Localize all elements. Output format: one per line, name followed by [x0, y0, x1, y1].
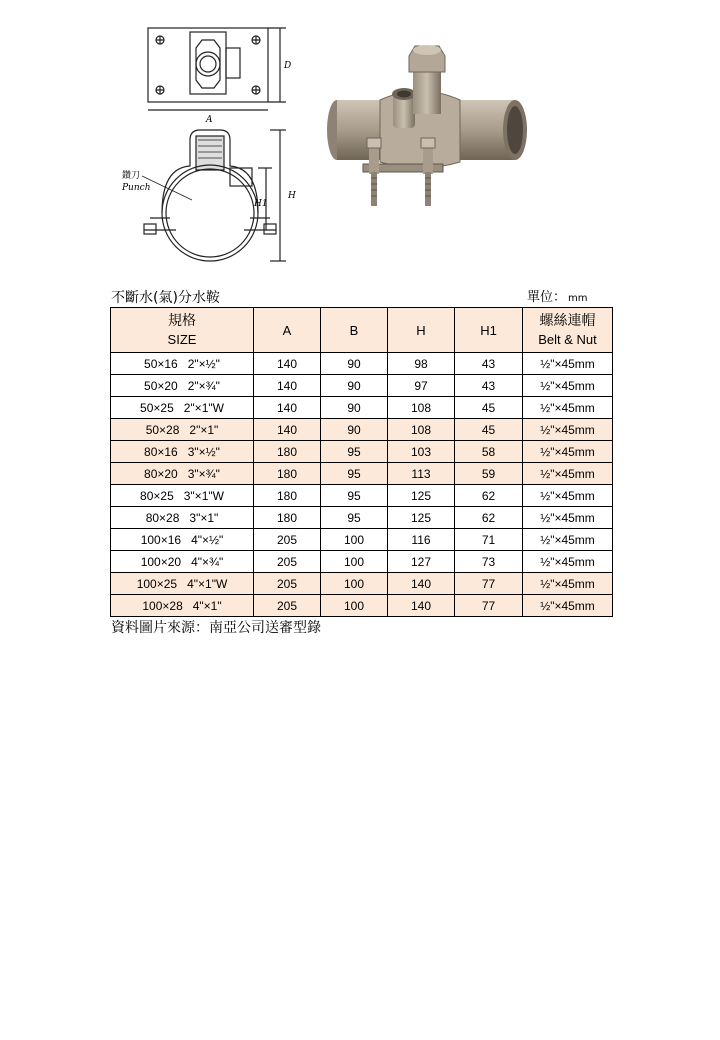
cell-bolt: ½"×45mm [523, 419, 613, 441]
col-header-bolt-cn: 螺絲連帽 [539, 312, 596, 328]
cell-size: 80×16 3"×½" [111, 441, 254, 463]
cell-h: 98 [388, 353, 455, 375]
cell-a: 205 [254, 595, 321, 617]
cell-size: 50×16 2"×½" [111, 353, 254, 375]
cell-size: 80×20 3"×¾" [111, 463, 254, 485]
cell-bolt: ½"×45mm [523, 507, 613, 529]
saddle-technical-drawing [120, 18, 310, 273]
cell-h1: 77 [455, 573, 523, 595]
dim-h-label: H [288, 191, 296, 201]
cell-b: 100 [321, 573, 388, 595]
dim-d-label: D [284, 61, 292, 71]
cell-a: 180 [254, 463, 321, 485]
cell-size: 50×28 2"×1" [111, 419, 254, 441]
cell-b: 90 [321, 419, 388, 441]
cell-h1: 45 [455, 397, 523, 419]
table-row [111, 595, 613, 617]
spec-table [110, 307, 613, 617]
col-header-a: A [254, 308, 321, 353]
cell-a: 140 [254, 353, 321, 375]
table-row [111, 507, 613, 529]
cell-bolt: ½"×45mm [523, 463, 613, 485]
col-header-h: H [388, 308, 455, 353]
cell-a: 140 [254, 397, 321, 419]
cell-a: 180 [254, 507, 321, 529]
col-header-bolt [523, 308, 613, 353]
table-row [111, 551, 613, 573]
unit-label-text: 單位： [527, 290, 567, 305]
spec-table-body [111, 353, 613, 617]
cell-h1: 45 [455, 419, 523, 441]
cell-b: 95 [321, 485, 388, 507]
cell-bolt: ½"×45mm [523, 485, 613, 507]
cell-h: 97 [388, 375, 455, 397]
cell-size: 100×20 4"×¾" [111, 551, 254, 573]
cell-b: 100 [321, 529, 388, 551]
unit-value: mm [568, 293, 588, 304]
cell-size: 100×16 4"×½" [111, 529, 254, 551]
cell-h: 113 [388, 463, 455, 485]
cell-h1: 73 [455, 551, 523, 573]
col-header-size-cn: 規格 [168, 312, 196, 328]
cell-size: 80×25 3"×1"W [111, 485, 254, 507]
cell-b: 90 [321, 397, 388, 419]
cell-b: 90 [321, 375, 388, 397]
cell-a: 180 [254, 441, 321, 463]
cell-h: 140 [388, 595, 455, 617]
table-row [111, 463, 613, 485]
cell-bolt: ½"×45mm [523, 441, 613, 463]
cell-b: 95 [321, 441, 388, 463]
cell-a: 205 [254, 573, 321, 595]
table-row [111, 419, 613, 441]
col-header-h1: H1 [455, 308, 523, 353]
cell-b: 95 [321, 507, 388, 529]
cell-a: 180 [254, 485, 321, 507]
cell-h1: 58 [455, 441, 523, 463]
cell-bolt: ½"×45mm [523, 573, 613, 595]
col-header-bolt-en: Belt & Nut [538, 332, 597, 347]
dim-h1-label: H1 [254, 199, 268, 209]
cell-bolt: ½"×45mm [523, 397, 613, 419]
cell-bolt: ½"×45mm [523, 353, 613, 375]
table-row [111, 573, 613, 595]
cell-h1: 59 [455, 463, 523, 485]
cell-bolt: ½"×45mm [523, 375, 613, 397]
cell-bolt: ½"×45mm [523, 551, 613, 573]
cell-h: 127 [388, 551, 455, 573]
cell-h: 108 [388, 419, 455, 441]
cell-h1: 77 [455, 595, 523, 617]
table-row [111, 397, 613, 419]
cell-h: 125 [388, 485, 455, 507]
saddle-product-photo [325, 42, 530, 217]
cell-a: 205 [254, 551, 321, 573]
cell-bolt: ½"×45mm [523, 595, 613, 617]
cell-size: 50×25 2"×1"W [111, 397, 254, 419]
cell-b: 95 [321, 463, 388, 485]
cell-size: 80×28 3"×1" [111, 507, 254, 529]
source-note: 資料圖片來源：南亞公司送審型錄 [111, 620, 321, 636]
cell-size: 50×20 2"×¾" [111, 375, 254, 397]
saddle-top-view [148, 28, 286, 110]
cell-h: 125 [388, 507, 455, 529]
col-header-size [111, 308, 254, 353]
table-row [111, 485, 613, 507]
col-header-size-en: SIZE [167, 332, 197, 347]
cell-a: 205 [254, 529, 321, 551]
cell-b: 100 [321, 595, 388, 617]
dim-a-label: A [206, 115, 213, 125]
col-header-b: B [321, 308, 388, 353]
cell-a: 140 [254, 419, 321, 441]
cell-h: 108 [388, 397, 455, 419]
product-title: 不斷水(氣)分水鞍 [111, 290, 220, 306]
cell-size: 100×25 4"×1"W [111, 573, 254, 595]
cell-h1: 43 [455, 375, 523, 397]
cell-h1: 71 [455, 529, 523, 551]
saddle-section-view [142, 130, 286, 261]
cell-size: 100×28 4"×1" [111, 595, 254, 617]
unit-label [527, 289, 588, 308]
cell-b: 90 [321, 353, 388, 375]
cell-h1: 43 [455, 353, 523, 375]
punch-label-cn: 鑽刀 [122, 171, 141, 181]
table-row [111, 441, 613, 463]
table-header-row [111, 308, 613, 353]
table-row [111, 529, 613, 551]
punch-label-en: Punch [122, 183, 151, 193]
cell-h1: 62 [455, 507, 523, 529]
cell-a: 140 [254, 375, 321, 397]
cell-h: 140 [388, 573, 455, 595]
cell-bolt: ½"×45mm [523, 529, 613, 551]
cell-b: 100 [321, 551, 388, 573]
cell-h1: 62 [455, 485, 523, 507]
cell-h: 103 [388, 441, 455, 463]
table-row [111, 375, 613, 397]
table-row [111, 353, 613, 375]
cell-h: 116 [388, 529, 455, 551]
